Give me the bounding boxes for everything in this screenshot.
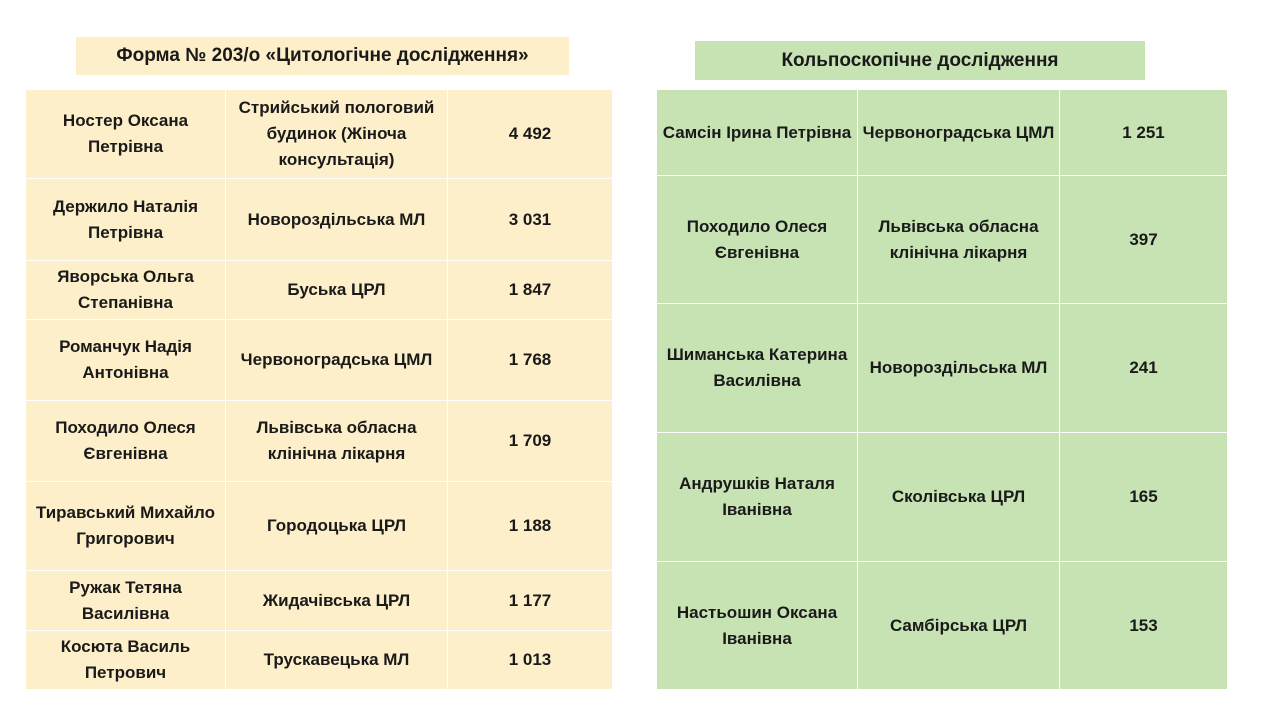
table-row — [657, 90, 1228, 176]
study-count: 1 177 — [448, 571, 613, 631]
facility-name: Жидачівська ЦРЛ — [226, 571, 448, 631]
facility-name: Львівська обласна клінічна лікарня — [858, 176, 1060, 304]
study-count: 1 847 — [448, 261, 613, 320]
table-row — [26, 631, 613, 690]
facility-name: Сколівська ЦРЛ — [858, 433, 1060, 562]
study-count: 1 709 — [448, 401, 613, 482]
facility-name: Стрийський пологовий будинок (Жіноча консультація) — [226, 90, 448, 179]
study-count: 3 031 — [448, 179, 613, 261]
facility-name: Новороздільська МЛ — [226, 179, 448, 261]
doctor-name: Самсін Ірина Петрівна — [657, 90, 858, 176]
doctor-name: Ружак Тетяна Василівна — [26, 571, 226, 631]
table-row — [657, 176, 1228, 304]
study-count: 1 188 — [448, 482, 613, 571]
doctor-name: Косюта Василь Петрович — [26, 631, 226, 690]
facility-name: Самбірська ЦРЛ — [858, 562, 1060, 690]
table-row — [26, 571, 613, 631]
doctor-name: Шиманська Катерина Василівна — [657, 304, 858, 433]
cytology-table — [25, 89, 613, 690]
facility-name: Новороздільська МЛ — [858, 304, 1060, 433]
study-count: 241 — [1060, 304, 1228, 433]
colposcopy-title: Кольпоскопічне дослідження — [695, 41, 1145, 80]
doctor-name: Держило Наталія Петрівна — [26, 179, 226, 261]
colposcopy-table — [656, 89, 1228, 690]
facility-name: Трускавецька МЛ — [226, 631, 448, 690]
table-row — [657, 562, 1228, 690]
doctor-name: Романчук Надія Антонівна — [26, 320, 226, 401]
doctor-name: Походило Олеся Євгенівна — [26, 401, 226, 482]
doctor-name: Походило Олеся Євгенівна — [657, 176, 858, 304]
facility-name: Городоцька ЦРЛ — [226, 482, 448, 571]
study-count: 1 251 — [1060, 90, 1228, 176]
study-count: 165 — [1060, 433, 1228, 562]
table-row — [657, 304, 1228, 433]
table-row — [26, 401, 613, 482]
study-count: 397 — [1060, 176, 1228, 304]
table-row — [26, 90, 613, 179]
study-count: 153 — [1060, 562, 1228, 690]
facility-name: Буська ЦРЛ — [226, 261, 448, 320]
table-row — [26, 179, 613, 261]
doctor-name: Ностер Оксана Петрівна — [26, 90, 226, 179]
study-count: 1 013 — [448, 631, 613, 690]
doctor-name: Яворська Ольга Степанівна — [26, 261, 226, 320]
table-row — [26, 482, 613, 571]
facility-name: Червоноградська ЦМЛ — [858, 90, 1060, 176]
table-row — [26, 320, 613, 401]
doctor-name: Андрушків Наталя Іванівна — [657, 433, 858, 562]
facility-name: Червоноградська ЦМЛ — [226, 320, 448, 401]
table-row — [26, 261, 613, 320]
study-count: 4 492 — [448, 90, 613, 179]
doctor-name: Настьошин Оксана Іванівна — [657, 562, 858, 690]
study-count: 1 768 — [448, 320, 613, 401]
cytology-title: Форма № 203/о «Цитологічне дослідження» — [76, 37, 569, 75]
facility-name: Львівська обласна клінічна лікарня — [226, 401, 448, 482]
doctor-name: Тиравський Михайло Григорович — [26, 482, 226, 571]
table-row — [657, 433, 1228, 562]
